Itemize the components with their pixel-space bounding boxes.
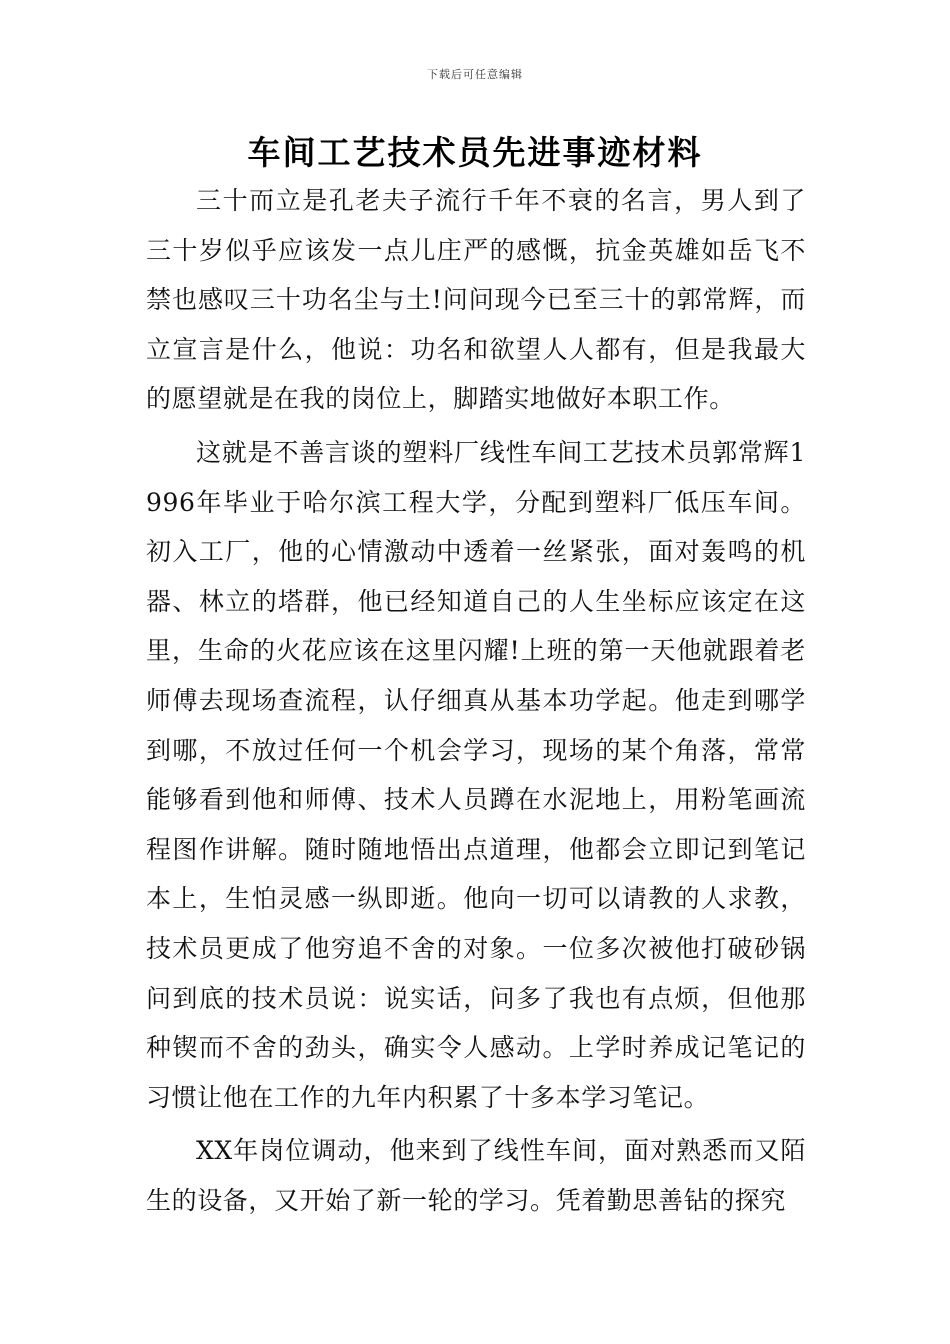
- paragraph-2: 这就是不善言谈的塑料厂线性车间工艺技术员郭常辉1996年毕业于哈尔滨工程大学，分配到塑料厂低压车间。初入工厂，他的心情激动中透着一丝紧张，面对轰鸣的机器、林立的塔群，他已经知道自己的人生坐标应该定在这里，生命的火花应该在这里闪耀!上班的第一天他就跟着老师傅去现场查流程，认仔细真从基本功学起。他走到哪学到哪，不放过任何一个机会学习，现场的某个角落，常常能够看到他和师傅、技术人员蹲在水泥地上，用粉笔画流程图作讲解。随时随地悟出点道理，他都会立即记到笔记本上，生怕灵感一纵即逝。他向一切可以请教的人求教，技术员更成了他穷追不舍的对象。一位多次被他打破砂锅问到底的技术员说：说实话，问多了我也有点烦，但他那种锲而不舍的劲头，确实令人感动。上学时养成记笔记的习惯让他在工作的九年内积累了十多本学习笔记。: [146, 437, 806, 1112]
- header-note: 下载后可任意编辑: [427, 68, 523, 81]
- document-title: 车间工艺技术员先进事迹材料: [247, 133, 703, 172]
- paragraph-3: XX年岗位调动，他来到了线性车间，面对熟悉而又陌生的设备，又开始了新一轮的学习。凭着勤思善钻的探究: [146, 1136, 806, 1215]
- paragraph-1: 三十而立是孔老夫子流行千年不衰的名言，男人到了三十岁似乎应该发一点儿庄严的感慨，抗金英雄如岳飞不禁也感叹三十功名尘与土!问问现今已至三十的郭常辉，而立宣言是什么，他说：功名和欲望人人都有，但是我最大的愿望就是在我的岗位上，脚踏实地做好本职工作。: [146, 186, 806, 414]
- document-body: [146, 176, 806, 1229]
